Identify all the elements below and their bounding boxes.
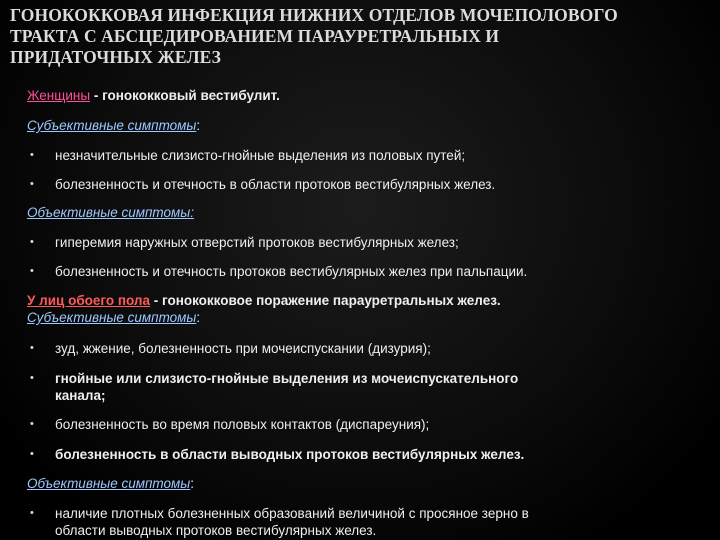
list-item: болезненность и отечность в области протоков вестибулярных желез.: [55, 177, 496, 192]
slide-title: [10, 5, 720, 68]
subjective-heading-1: Субъективные симптомы:: [27, 118, 201, 133]
bullet: •: [30, 149, 34, 161]
both-sexes-line: [27, 293, 501, 309]
bullet: •: [30, 178, 34, 190]
objective-heading-2: Объективные симптомы:: [27, 476, 194, 491]
both-sexes-label: У лиц обоего пола: [27, 293, 151, 308]
objective-heading-1: Объективные симптомы:: [27, 205, 194, 220]
list-item: болезненность в области выводных протоков вестибулярных желез.: [55, 447, 525, 462]
bullet: •: [30, 448, 34, 460]
list-item-continuation: области выводных протоков вестибулярных желез.: [55, 523, 377, 538]
list-item: болезненность во время половых контактов (диспареуния);: [55, 417, 430, 432]
bullet: •: [30, 265, 34, 277]
both-sexes-text: - гонококковое поражение парауретральных желез.: [150, 293, 501, 308]
title-line-1: ГОНОКОККОВАЯ ИНФЕКЦИЯ НИЖНИХ ОТДЕЛОВ МОЧЕПОЛОВОГО: [10, 5, 618, 25]
title-line-3: ПРИДАТОЧНЫХ ЖЕЛЕЗ: [10, 47, 221, 67]
bullet: •: [30, 418, 34, 430]
bullet: •: [30, 372, 34, 384]
subjective-heading-2: Субъективные симптомы:: [27, 310, 201, 325]
bullet: •: [30, 342, 34, 354]
list-item: наличие плотных болезненных образований величиной с просяное зерно в: [55, 506, 529, 521]
title-line-2: ТРАКТА С АБСЦЕДИРОВАНИЕМ ПАРАУРЕТРАЛЬНЫХ И: [10, 26, 500, 46]
list-item: незначительные слизисто-гнойные выделения из половых путей;: [55, 148, 466, 163]
bullet: •: [30, 236, 34, 248]
women-label: Женщины: [27, 88, 91, 103]
list-item: гнойные или слизисто-гнойные выделения из мочеиспускательного: [55, 371, 519, 386]
list-item: болезненность и отечность протоков вестибулярных желез при пальпации.: [55, 264, 528, 279]
list-item: гиперемия наружных отверстий протоков вестибулярных желез;: [55, 235, 459, 250]
list-item: зуд, жжение, болезненность при мочеиспускании (дизурия);: [55, 341, 431, 356]
women-text: - гонококковый вестибулит.: [90, 88, 280, 103]
bullet: •: [30, 507, 34, 519]
list-item-continuation: канала;: [55, 388, 106, 403]
women-line: [27, 88, 280, 104]
